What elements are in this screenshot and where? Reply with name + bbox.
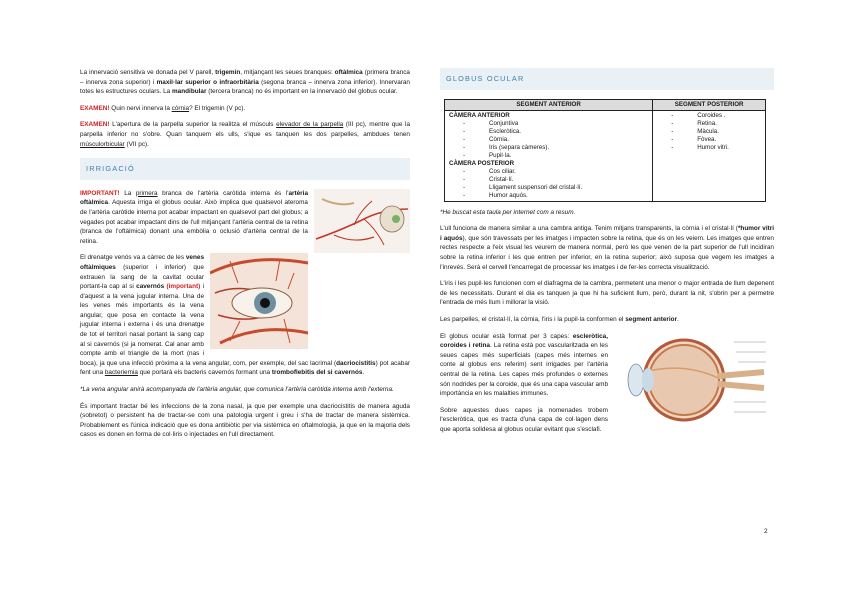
section-heading-globus-ocular: GLOBUS OCULAR xyxy=(440,68,774,90)
iris-paragraph: L'iris i les pupil·les funcionen com el diafragma de la cambra, permetent una menor o major entrada de llum depenent de les necessitats. Durant el dia es tanquen ja que hi ha suficient llum, però, durant la nit, s'obrin per a permetre l'entrada de més llum i millorar la visió. xyxy=(440,280,774,307)
page-number: 2 xyxy=(764,528,768,535)
exam-question-cornea: EXAMEN! Quin nervi innerva la còrnia? El trigemin (V pc). xyxy=(80,104,246,112)
list-item: - Lligament suspensori del cristal·lí. xyxy=(463,183,583,191)
list-item: - Conjuntiva xyxy=(463,119,519,127)
exam-note-eyelid: EXAMEN! L'apertura de la parpella superior la realitza el músculs elevador de la parpella (III pc), mentre que la parpella inferior no s'obre. Quan tanquem els ulls, s'ique es tanquen les dos parpelles, ambdues tenen músculorbicular (VII pc). xyxy=(80,121,411,148)
group-title: CÀMERA POSTERIOR xyxy=(449,159,515,167)
infection-paragraph: És important tractar bé les infeccions de la zona nasal, ja que per exemple una dacriocistitis de manera aguda (sobretot) o persistent ha de tractar-se com una patologia urgent i greu i s'ha de tractar de manera sistèmica. Probablement es l'única indicació que es dona antibiòtic per via sistèmica en oftalmologia, ja que en la majoria dels casos es donen en forma de col·liris o injectades en l'ull directament. xyxy=(80,402,410,439)
table-header-anterior: SEGMENT ANTERIOR xyxy=(445,99,653,110)
list-item: - Cristal·lí. xyxy=(463,175,514,183)
irrigation-paragraph: IMPORTANT! La primera branca de l'artèria caròtida interna és l'artèria oftàlmica. Aquesta irriga el globus ocular. Això implica que qualsevol ateroma de l'artèria caròtide interna pot acabar impactant en qualsevol part del globus; a vegades pot acabar impactant dins de l'ull mitjançant l'artèria central de la retina (branca de l'oftàlmica) donant una embòlia o oclusió d'artèria central de la retina. xyxy=(80,189,308,245)
arterial-anatomy-figure xyxy=(314,189,410,257)
list-item: - Màcula. xyxy=(671,127,719,135)
eyeball-cross-section-figure xyxy=(614,332,774,428)
table-header-posterior: SEGMENT POSTERIOR xyxy=(653,99,766,110)
list-item: - Còrnia. xyxy=(463,135,509,143)
list-item: - Coroides . xyxy=(671,111,726,119)
eye-layers-paragraph: El globus ocular està format per 3 capes: escleròtica, coroides i retina. La retina està poc vascularitzada en les seues capes més superficials (capes més internes en conte al globus ens referim) sent irrigades per l'artèria central de la retina. Les capes més profundes o externes són nodrides per la coroide, que és una capa vascular amb importància en les malalties immunes. xyxy=(440,332,608,398)
list-item: - Humor aquós. xyxy=(463,191,528,199)
venous-drainage-paragraph: El drenatge venós va a càrrec de les venes oftàlmiques (superior i inferior) que extrauen la sang de la cavitat ocular portant-la cap al si cavernós (important) i d'aquest a la vena jugular interna. Una de les venes més importants és la vena angular, que posa en contacte la vena jugular interna i externa i és una drenatge de tot el territori nasal portant la sang cap al si cavernós (si ja nomerat. Cal anar amb compte amb el triangle de la mort (nas i boca), ja que una infecció pròxima a la vena angular, com, per exemple, del sac lacrimal (dacriocistitis) pot acabar fent una bacteriemia que portarà els bacteris cavernós formant una tromboflebitis del si cavernós. xyxy=(80,254,410,377)
left-column xyxy=(80,68,410,447)
list-item: - Iris (separa càmeres). xyxy=(463,143,550,151)
posterior-cell xyxy=(653,110,766,201)
anterior-segment-paragraph: Les parpelles, el cristal·lí, la còrnia, l'iris i la pupil·la conformen el segment anterior. xyxy=(440,315,679,323)
angular-vein-note: *La vena angular anirà acompanyada de l'artèria angular, que comunica l'artèria caròtida interna amb l'externa. xyxy=(80,386,394,394)
eye-segments-table xyxy=(444,99,766,202)
group-title: CÀMERA ANTERIOR xyxy=(449,111,510,119)
table-source-note: *He buscat esta taula per internet com a resum. xyxy=(440,208,576,216)
list-item: - Cos ciliar. xyxy=(463,167,516,175)
camera-analogy-paragraph: L'ull funciona de manera similar a una cambra antiga. Tenim mitjans transparents, la còrnia i el cristal·lí (*humor vitri i aquós), que són travessats per les imatges i impacten sobre la retina, que és on les veiem. Les imatges que entren rectes respecte a l'eix visual les veurem de manera normal, però les que venen de la part superior de l'ull incidiran sobre la retina inferior i les que entren per inferior, en la retina superior; això suposa que vegem les imatges a l'inrevés. Serà el cervell l'encarregat de processar les imatges i de fer-les correcta visualització. xyxy=(440,225,774,271)
anterior-cell xyxy=(445,110,653,201)
intro-paragraph: La innervació sensitiva ve donada pel V parell, trigemin, mitjançant les seues branques: oftàlmica (primera branca – innerva zona superior) i maxil·lar superior o infraorbitària (segona branca – innerva zona inferior). Innervaran totes les estructures oculars. La mandibular (tercera branca) no és important en la innervació del globus ocular. xyxy=(80,69,410,96)
right-column xyxy=(440,68,774,441)
list-item: - Escleròtica. xyxy=(463,127,521,135)
sclera-paragraph: Sobre aquestes dues capes ja nomenades trobem l'escleròtica, que es tracta d'una capa de col·lagen dens que aporta solidesa al globus ocular evitant que s'esclafi. xyxy=(440,406,608,433)
list-item: - Humor vitri. xyxy=(671,143,729,151)
list-item: - Fòvea. xyxy=(671,135,717,143)
eye-veins-figure xyxy=(210,253,308,353)
list-item: - Pupil·la. xyxy=(463,151,512,159)
list-item: - Retina. xyxy=(671,119,717,127)
section-heading-irrigacio: IRRIGACIÓ xyxy=(80,158,410,180)
